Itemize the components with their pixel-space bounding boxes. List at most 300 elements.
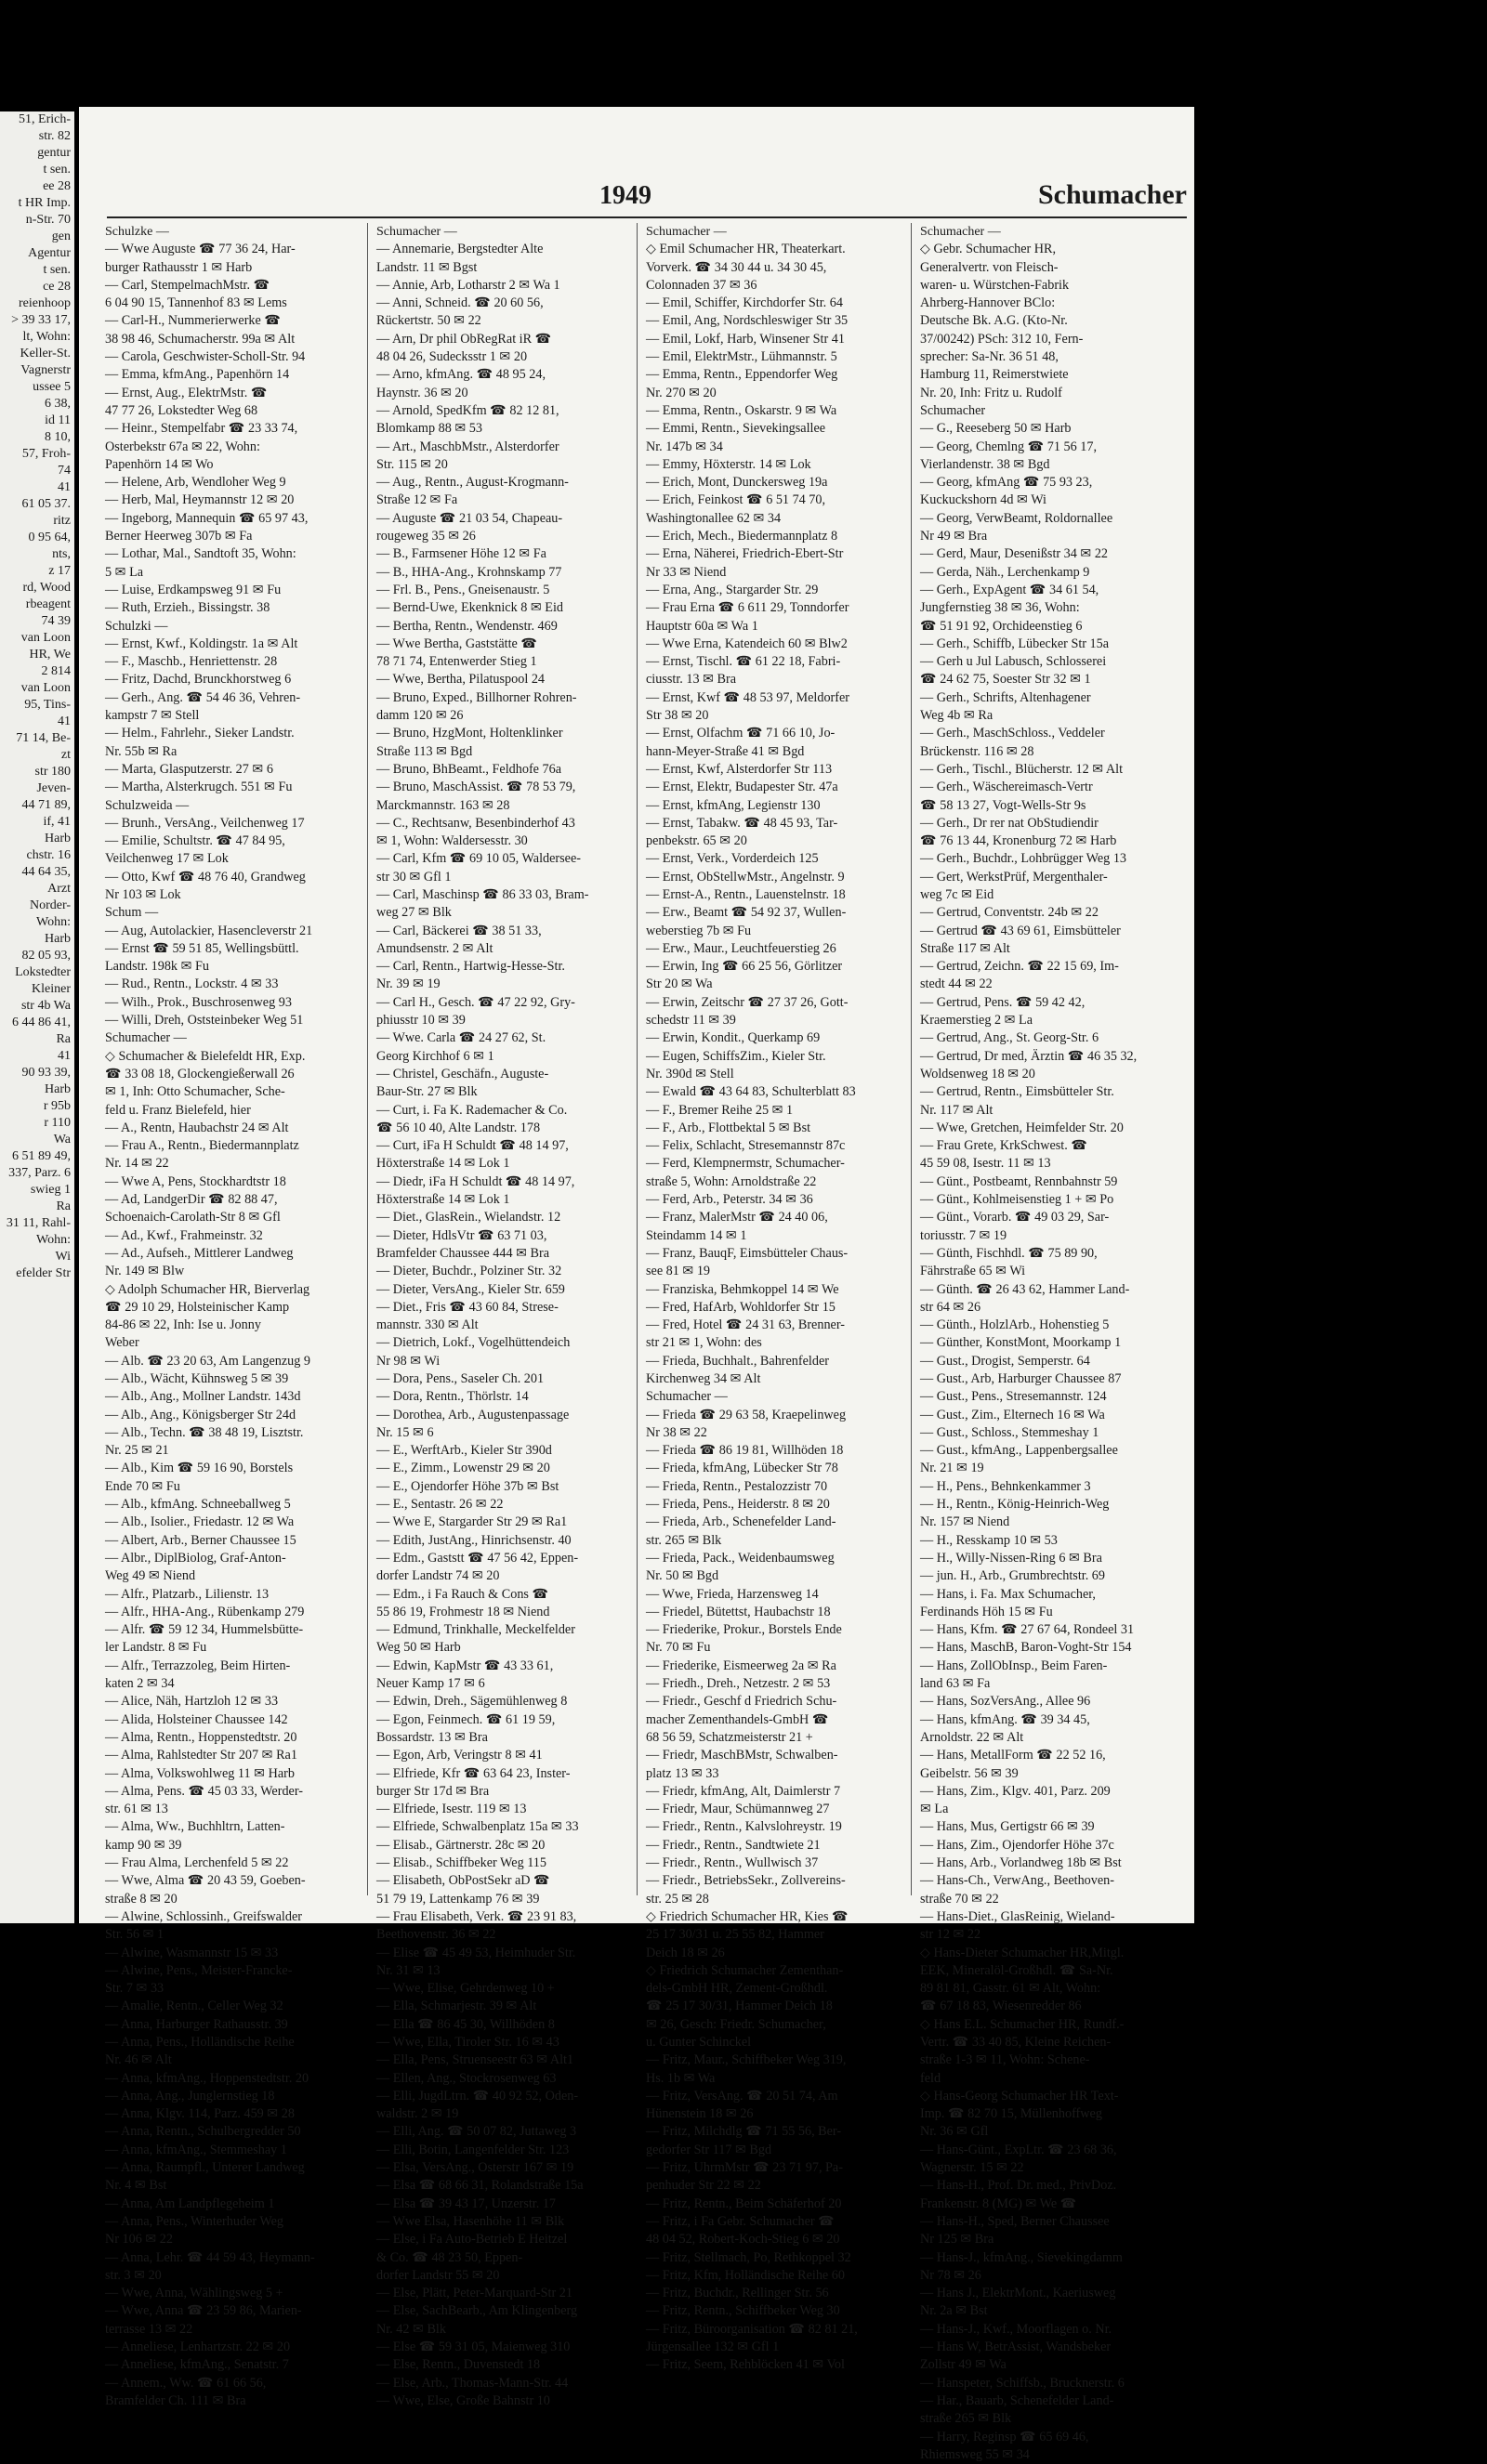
directory-entry: — A., Rentn, Haubachstr 24 ✉ Alt [105,1120,289,1135]
directory-entry: EEK, Mineralöl-Großhdl. ☎ Sa-Nr. [920,1962,1113,1978]
directory-entry: — Dora, Rentn., Thörlstr. 14 [376,1389,529,1405]
directory-entry: — Gerh., Ang. ☎ 54 46 36, Vehren- [105,689,301,705]
directory-entry: — Wwe, Bertha, Pilatuspool 24 [376,672,546,688]
directory-entry: — Alice, Näh, Hartzloh 12 ✉ 33 [105,1694,279,1710]
directory-entry: — Günth. ☎ 26 43 62, Hammer Land- [920,1281,1130,1297]
directory-entry: — Hans J., ElektrMont., Kaeriusweg [920,2286,1116,2301]
directory-entry: 68 56 59, Schatzmeisterstr 21 + [646,1729,813,1745]
directory-entry: weberstieg 7b ✉ Fu [646,923,752,938]
directory-entry: 51 79 19, Lattenkamp 76 ✉ 39 [376,1891,540,1907]
directory-entry: — Aug, Autolackier, Hasencleverstr 21 [105,923,313,938]
directory-entry: Nr. 50 ✉ Bgd [646,1568,719,1584]
directory-entry: — Frieda, kfmAng, Lübecker Str 78 [646,1461,838,1476]
directory-entry: str. 25 ✉ 28 [646,1891,709,1907]
directory-entry: — Wwe E, Stargarder Str 29 ✉ Ra1 [376,1514,568,1530]
directory-entry: — Emmy, Höxterstr. 14 ✉ Lok [646,456,811,472]
directory-entry: Kraemerstieg 2 ✉ La [920,1013,1033,1029]
directory-entry: — Else ☎ 59 31 05, Maienweg 310 [376,2339,571,2355]
directory-entry: — Anna, Pens., Holländische Reihe [105,2034,295,2050]
directory-entry: — Frieda ☎ 86 19 81, Willhöden 18 [646,1443,844,1459]
directory-entry: — Egon, Arb, Veringstr 8 ✉ 41 [376,1748,543,1763]
left-page-text-fragment: gentur [37,146,71,160]
directory-entry: — Ella, Schmarjestr. 39 ✉ Alt [376,1999,537,2014]
directory-entry: penhuder Str 22 ✉ 22 [646,2178,761,2194]
directory-entry: — Erich, Feinkost ☎ 6 51 74 70, [646,492,826,508]
directory-entry: — B., HHA-Ang., Krohnskamp 77 [376,564,562,580]
directory-entry: Kirchenweg 34 ✉ Alt [646,1371,761,1386]
directory-entry: — Marta, Glasputzerstr. 27 ✉ 6 [105,761,273,777]
directory-entry: — Friedr, Maur, Schümannweg 27 [646,1802,830,1817]
directory-entry: — Wwe, Frieda, Harzensweg 14 [646,1586,819,1602]
directory-entry: Deich 18 ✉ 26 [646,1945,725,1960]
left-page-text-fragment: 90 93 39, [21,1066,71,1080]
directory-entry: — Hans-H., Sped, Berner Chaussee [920,2213,1110,2229]
directory-entry: — Fred, HafArb, Wohldorfer Str 15 [646,1299,836,1315]
directory-entry: — Fritz, Rentn., Beim Schäferhof 20 [646,2195,842,2211]
directory-entry: — Gust., Arb, Harburger Chaussee 87 [920,1371,1122,1386]
directory-entry: Nr 98 ✉ Wi [376,1353,441,1369]
page-header [79,174,1194,211]
directory-entry: — Elsa, VersAng., Osterstr 167 ✉ 19 [376,2160,574,2176]
directory-entry: — Carl, Kfm ☎ 69 10 05, Waldersee- [376,851,581,867]
directory-entry: damm 120 ✉ 26 [376,708,464,724]
header-rule [107,216,1187,218]
directory-entry: Nr. 149 ✉ Blw [105,1264,185,1279]
left-page-text-fragment: str 4b Wa [20,999,71,1013]
directory-entry: Schulzki — [105,618,168,634]
directory-entry: — Carl-H., Nummerierwerke ☎ [105,313,282,329]
directory-entry: 6 04 90 15, Tannenhof 83 ✉ Lems [105,295,287,311]
directory-entry: 89 81 81, Gasstr. 61 ✉ Alt, Wohn: [920,1981,1101,1997]
directory-entry: Nr. 25 ✉ 21 [105,1443,169,1459]
directory-entry: — Frieda, Pack., Weidenbaumsweg [646,1550,835,1566]
directory-entry: — Ruth, Erzieh., Bissingstr. 38 [105,600,270,616]
directory-entry: — Hans, Zim., Ojendorfer Höhe 37c [920,1837,1114,1853]
directory-entry: Hünenstein 18 ✉ 26 [646,2106,754,2122]
directory-entry: Berner Heerweg 307b ✉ Fa [105,529,253,544]
left-page-text-fragment: z 17 [48,564,71,578]
directory-entry: Imp. ☎ 82 70 15, Müllenhoffweg [920,2106,1102,2122]
directory-entry: — Annem., Ww. ☎ 61 66 56, [105,2375,267,2391]
directory-entry: — Gertrud, Ang., St. Georg-Str. 6 [920,1030,1099,1046]
directory-entry: Weg 50 ✉ Harb [376,1640,461,1656]
directory-entry: — Amalie, Rentn., Celler Weg 32 [105,1999,283,2014]
directory-entry: Zollstr 49 ✉ Wa [920,2357,1007,2373]
directory-entry: Nr. 117 ✉ Alt [920,1102,994,1118]
directory-entry: — Ernst-A., Rentn., Lauenstelnstr. 18 [646,886,846,902]
directory-entry: 48 04 26, Sudecksstr 1 ✉ 20 [376,349,528,365]
directory-entry: — Alb., Isolier., Friedastr. 12 ✉ Wa [105,1514,295,1530]
directory-entry: — Fritz, Rentn., Schiffbeker Weg 30 [646,2303,840,2319]
directory-entry: Arnoldstr. 22 ✉ Alt [920,1729,1024,1745]
directory-entry: Straße 117 ✉ Alt [920,940,1010,956]
directory-entry: — Hans-J., Kwf., Moorflagen o. Nr. [920,2321,1112,2337]
directory-entry: Schum — [105,905,159,921]
directory-entry: — Gust., kfmAng., Lappenbergsallee [920,1443,1118,1459]
left-page-text-fragment: r 110 [44,1116,71,1130]
column-heading: Schumacher — [376,225,457,239]
directory-entry: — G., Reeseberg 50 ✉ Harb [920,421,1072,437]
left-page-text-fragment: Norder- [29,898,71,912]
directory-entry: ◇ Friedrich Schumacher Zementhan- [646,1962,844,1978]
directory-entry: Bramfelder Chaussee 444 ✉ Bra [376,1245,550,1261]
left-page-text-fragment: if, 41 [43,815,71,829]
directory-entry: — Else, SachBearb., Am Klingenberg [376,2303,578,2319]
directory-entry: dorfer Landstr 55 ✉ 20 [376,2267,500,2283]
directory-entry: str. 3 ✉ 20 [105,2267,162,2283]
directory-entry: — Emil, ElektrMstr., Lühmannstr. 5 [646,349,837,365]
directory-entry: Nr. 390d ✉ Stell [646,1066,734,1081]
directory-entry: ☎ 58 13 27, Vogt-Wells-Str 9s [920,797,1086,813]
directory-entry: Bossardstr. 13 ✉ Bra [376,1729,488,1745]
directory-entry: waldstr. 2 ✉ 19 [376,2106,459,2122]
entry-list [920,241,1171,2464]
left-page-fragment [0,111,74,1923]
left-page-text-fragment: Ra [56,1199,71,1213]
directory-entry: ler Landstr. 8 ✉ Fu [105,1640,207,1656]
directory-entry: Nr. 20, Inh: Fritz u. Rudolf [920,385,1062,400]
directory-entry: — Wwe, Elise, Gehrdenweg 10 + [376,1981,555,1997]
directory-entry: — Hans, MetallForm ☎ 22 52 16, [920,1748,1106,1763]
directory-entry: — Carl, Rentn., Hartwig-Hesse-Str. [376,959,565,975]
directory-entry: — Fritz, Buchdr., Rellinger Str. 56 [646,2286,829,2301]
directory-entry: — Anna, kfmAng., Hoppenstedtstr. 20 [105,2070,309,2086]
directory-entry: Schumacher [920,402,986,418]
left-page-text-fragment: Jeven- [36,781,71,795]
directory-entry: — Erna, Näherei, Friedrich-Ebert-Str [646,546,844,562]
directory-entry: burger Str 17d ✉ Bra [376,1783,490,1799]
directory-entry: — Wwe, Anna, Wählingsweg 5 + [105,2286,283,2301]
directory-entry: Landstr. 11 ✉ Bgst [376,259,478,275]
left-page-text-fragment: id 11 [45,413,71,427]
directory-entry: Ferdinands Höh 15 ✉ Fu [920,1604,1053,1619]
directory-entry: — Anna, kfmAng., Stemmeshay 1 [105,2142,287,2157]
directory-entry: Vorverk. ☎ 34 30 44 u. 34 30 45, [646,259,827,275]
directory-entry: str 30 ✉ Gfl 1 [376,869,452,885]
left-page-text-fragment: n-Str. 70 [25,213,71,227]
directory-entry: burger Rathausstr 1 ✉ Harb [105,259,253,275]
directory-entry: — Bernd-Uwe, Ekenknick 8 ✉ Eid [376,600,564,616]
directory-entry: — Friedr, kfmAng, Alt, Daimlerstr 7 [646,1783,841,1799]
directory-entry: — Friedr., Geschf d Friedrich Schu- [646,1694,837,1710]
left-page-text-fragment: 31 11, Rahl- [6,1216,71,1230]
directory-entry: straße 265 ✉ Blk [920,2411,1012,2427]
left-page-text-fragment: 6 44 86 41, [12,1016,71,1029]
directory-entry: — Gerh., Tischl., Blücherstr. 12 ✉ Alt [920,761,1124,777]
directory-entry: — Anna, Am Landpflegeheim 1 [105,2195,275,2211]
directory-entry: — E., Ojendorfer Höhe 37b ✉ Bst [376,1478,559,1494]
directory-entry: — Ernst, Elektr, Budapester Str. 47a [646,780,838,795]
directory-entry: — Gerh., Schrifts, Altenhagener [920,689,1091,705]
directory-entry: — Curt, i. Fa K. Rademacher & Co. [376,1102,568,1118]
directory-entry: terrasse 13 ✉ 22 [105,2321,193,2337]
directory-entry: — Carola, Geschwister-Scholl-Str. 94 [105,349,306,365]
directory-entry: — Wwe Bertha, Gaststätte ☎ [376,636,538,651]
column-divider [911,223,912,1895]
directory-entry: — Alfr., Platzarb., Lilienstr. 13 [105,1586,270,1602]
left-page-text-fragment: Harb [45,932,71,946]
directory-entry: — Frieda, Rentn., Pestalozzistr 70 [646,1478,828,1494]
directory-entry: Papenhörn 14 ✉ Wo [105,456,214,472]
directory-entry: — Elli, Botin, Langenfelder Str. 123 [376,2142,570,2157]
directory-entry: Nr. 55b ✉ Ra [105,743,178,759]
directory-entry: straße 5, Wohn: Arnoldstraße 22 [646,1173,817,1189]
directory-entry: macher Zementhandels-GmbH ☎ [646,1711,829,1727]
directory-entry: — Alma, Rahlstedter Str 207 ✉ Ra1 [105,1748,297,1763]
entry-list [646,241,897,2374]
directory-entry: 37/00242) PSch: 312 10, Fern- [920,331,1084,347]
directory-entry: — Günther, KonstMont, Moorkamp 1 [920,1335,1122,1351]
directory-entry: kampstr 7 ✉ Stell [105,708,200,724]
directory-entry: — Alma, Pens. ☎ 45 03 33, Werder- [105,1783,304,1799]
directory-entry: — Gertrud, Rentn., Eimsbütteler Str. [920,1084,1114,1100]
directory-entry: — Wwe, Alma ☎ 20 43 59, Goeben- [105,1873,306,1889]
left-page-text-fragment: HR, We [29,648,71,662]
left-page-text-fragment: swieg 1 [30,1183,71,1197]
left-page-text-fragment: lt, Wohn: [22,330,71,344]
directory-entry: kamp 90 ✉ 39 [105,1837,182,1853]
directory-entry: — Ernst, ObStellwMstr., Angelnstr. 9 [646,869,845,885]
directory-entry: — Friedr., Rentn., Sandtwiete 21 [646,1837,821,1853]
left-page-text-fragment: r 95b [43,1099,71,1113]
directory-entry: — F., Maschb., Henriettenstr. 28 [105,654,278,670]
directory-entry: — Anneliese, kfmAng., Senatstr. 7 [105,2357,289,2373]
directory-entry: — F., Bremer Reihe 25 ✉ 1 [646,1102,794,1118]
directory-entry: Straße 113 ✉ Bgd [376,743,473,759]
column-heading: Schumacher — [646,225,727,239]
directory-entry: — Ellen, Ang., Stockrosenweg 63 [376,2070,557,2086]
directory-entry: penbekstr. 65 ✉ 20 [646,833,747,849]
left-page-text-fragment: 74 [58,464,71,478]
directory-entry: str 12 ✉ 22 [920,1927,981,1943]
directory-entry: — Edwin, Dreh., Sägemühlenweg 8 [376,1694,568,1710]
directory-entry: Rückertstr. 50 ✉ 22 [376,313,481,329]
directory-entry: — Emil, Schiffer, Kirchdorfer Str. 64 [646,295,843,311]
directory-entry: ☎ 51 91 92, Orchideenstieg 6 [920,618,1083,634]
left-page-text-fragment: str 180 [34,765,71,779]
column-divider [637,223,638,1895]
left-page-text-fragment: t sen. [43,163,71,177]
directory-entry: — Carl H., Gesch. ☎ 47 22 92, Gry- [376,994,575,1010]
directory-entry: — Ad., Kwf., Frahmeinstr. 32 [105,1227,263,1243]
directory-entry: Nr 103 ✉ Lok [105,886,181,902]
directory-entry: — Ad., Aufseh., Mittlerer Landweg [105,1245,294,1261]
directory-entry: — Friedh., Dreh., Netzestr. 2 ✉ 53 [646,1676,831,1692]
directory-entry: — Hans, i. Fa. Max Schumacher, [920,1586,1096,1602]
directory-entry: — Otto, Kwf ☎ 48 76 40, Grandweg [105,869,306,885]
directory-entry: Nr 78 ✉ 26 [920,2267,981,2283]
left-page-text-fragment: Harb [45,1082,71,1096]
directory-entry: str 21 ✉ 1, Wohn: des [646,1335,762,1351]
directory-entry: — Annemarie, Bergstedter Alte [376,242,544,257]
directory-entry: — Alb., Wächt, Kühnsweg 5 ✉ 39 [105,1371,289,1386]
directory-entry: — Fritz, VersAng. ☎ 20 51 74, Am [646,2088,838,2104]
directory-entry: — Emma, Rentn., Oskarstr. 9 ✉ Wa [646,402,837,418]
directory-entry: 48 04 52, Robert-Koch-Stieg 6 ✉ 20 [646,2232,840,2248]
directory-entry: — Edm., Gaststt ☎ 47 56 42, Eppen- [376,1550,579,1566]
directory-entry: Kuckuckshorn 4d ✉ Wi [920,492,1046,508]
directory-entry: Baur-Str. 27 ✉ Blk [376,1084,478,1100]
directory-entry: — Ernst ☎ 59 51 85, Wellingsbüttl. [105,940,299,956]
directory-entry: — Ewald ☎ 43 64 83, Schulterblatt 83 [646,1084,856,1100]
left-page-text-fragment: Arzt [47,882,71,896]
directory-entry: Nr. 46 ✉ Alt [105,2052,172,2068]
directory-entry: — Frau Elisabeth, Verk. ☎ 23 91 83, [376,1908,577,1924]
directory-entry: weg 27 ✉ Blk [376,905,452,921]
directory-entry: — Gertrud, Zeichn. ☎ 22 15 69, Im- [920,959,1119,975]
left-page-text-fragment: efelder Str [16,1266,71,1280]
directory-entry: — Ernst, Aug., ElektrMstr. ☎ [105,385,268,400]
directory-entry: Woldsenweg 18 ✉ 20 [920,1066,1035,1081]
directory-entry: — Albr., DiplBiolog, Graf-Anton- [105,1550,286,1566]
directory-entry: — Gust., Pens., Stresemannstr. 124 [920,1389,1107,1405]
directory-entry: — Egon, Feinmech. ☎ 61 19 59, [376,1711,556,1727]
directory-entry: — Anna, Ang., Junglernstieg 18 [105,2088,275,2104]
directory-entry: Blomkamp 88 ✉ 53 [376,421,482,437]
directory-entry: — Hans, kfmAng. ☎ 39 34 45, [920,1711,1090,1727]
directory-entry: — Alfr. ☎ 59 12 34, Hummelsbütte- [105,1622,304,1638]
directory-entry: Deutsche Bk. A.G. (Kto-Nr. [920,313,1068,329]
directory-entry: Hs. 1b ✉ Wa [646,2070,716,2086]
directory-entry: land 63 ✉ Fa [920,1676,991,1692]
directory-entry: — Elsa ☎ 39 43 17, Unzerstr. 17 [376,2195,557,2211]
left-page-text-fragment: Lokstedter [15,965,71,979]
directory-entry: — Frieda ☎ 29 63 58, Kraepelinweg [646,1407,847,1422]
directory-entry: — Hans, Zim., Klgv. 401, Parz. 209 [920,1783,1111,1799]
left-page-text-fragment: Wa [53,1133,71,1147]
directory-entry: — Herb, Mal, Heymannstr 12 ✉ 20 [105,492,295,508]
directory-entry: — Emma, kfmAng., Papenhörn 14 [105,367,290,383]
directory-entry: 78 71 74, Entenwerder Stieg 1 [376,654,537,670]
left-page-text-fragment: Ra [56,1032,71,1046]
directory-entry: ◇ Gebr. Schumacher HR, [920,242,1057,257]
directory-entry: — Gerh., MaschSchloss., Veddeler [920,726,1105,741]
directory-entry: str. 61 ✉ 13 [105,1802,168,1817]
directory-entry: Nr. 15 ✉ 6 [376,1424,434,1440]
directory-entry: Nr 106 ✉ 22 [105,2232,173,2248]
directory-entry: feld [920,2070,941,2086]
directory-entry: Schumacher — [646,1389,728,1405]
directory-entry: ☎ 67 18 83, Wiesenredder 86 [920,1999,1082,2014]
left-page-text-fragment: 44 71 89, [21,798,71,812]
directory-entry: — Elisabeth, ObPostSekr aD ☎ [376,1873,550,1889]
directory-entry: ✉ 1, Inh: Otto Schumacher, Sche- [105,1084,285,1100]
directory-entry: straße 70 ✉ 22 [920,1891,999,1907]
directory-entry: — Elli, JugdLtrn. ☎ 40 92 52, Oden- [376,2088,579,2104]
directory-entry: — Dietrich, Lokf., Vogelhüttendeich [376,1335,571,1351]
directory-entry: ◇ Hans E.L. Schumacher HR, Rundf.- [920,2016,1125,2032]
directory-entry: Nr. 157 ✉ Niend [920,1514,1010,1530]
left-page-text-fragment: 95, Tins- [24,698,71,712]
directory-entry: ☎ 24 62 75, Soester Str 32 ✉ 1 [920,672,1091,688]
column-divider [367,223,368,1895]
left-page-text-fragment: rd, Wood [22,581,71,595]
directory-entry: — Emil, Lokf, Harb, Winsener Str 41 [646,331,845,347]
left-page-text-fragment: 2 814 [41,664,71,678]
directory-entry: ✉ 26, Gesch: Friedr. Schumacher, [646,2016,826,2032]
directory-entry: Nr. 31 ✉ 13 [376,1962,441,1978]
directory-entry: ◇ Hans-Georg Schumacher HR Text- [920,2088,1119,2104]
directory-entry: — Anni, Schneid. ☎ 20 60 56, [376,295,544,311]
directory-entry: — Frau Grete, KrkSchwest. ☎ [920,1138,1088,1154]
directory-entry: Nr. 42 ✉ Blk [376,2321,446,2337]
left-page-text-fragment: 82 05 93, [21,949,71,963]
directory-entry: gedorfer Str 117 ✉ Bgd [646,2142,772,2157]
directory-entry: Nr. 39 ✉ 19 [376,976,441,992]
directory-entry: — Alfr., Terrazzoleg, Beim Hirten- [105,1658,291,1673]
directory-entry: sprecher: Sa-Nr. 36 51 48, [920,349,1059,365]
directory-entry: Str. 115 ✉ 20 [376,456,448,472]
directory-entry: — Edith, JustAng., Hinrichsenstr. 40 [376,1532,572,1548]
directory-entry: — Ferd, Arb., Peterstr. 34 ✉ 36 [646,1192,813,1208]
directory-entry: dels-GmbH HR, Zement-Großhdl. [646,1981,828,1997]
directory-entry: — Friederike, Prokur., Borstels Ende [646,1622,842,1638]
directory-entry: Nr. 4 ✉ Bst [105,2178,167,2194]
directory-entry: Schulzweida — [105,797,190,813]
directory-entry: — Erw., Beamt ☎ 54 92 37, Wullen- [646,905,847,921]
directory-entry: — Alb., kfmAng. Schneeballweg 5 [105,1497,291,1513]
left-page-text-fragment: > 39 33 17, [11,313,71,327]
directory-entry: toriusstr. 7 ✉ 19 [920,1227,1007,1243]
directory-entry: — Frieda, Pens., Heiderstr. 8 ✉ 20 [646,1497,830,1513]
directory-entry: dorfer Landstr 74 ✉ 20 [376,1568,500,1584]
directory-entry: see 81 ✉ 19 [646,1264,711,1279]
left-page-text-fragment: 51, Erich- [19,112,71,126]
directory-entry: Nr. 21 ✉ 19 [920,1461,984,1476]
directory-entry: — Frau A., Rentn., Biedermannplatz [105,1138,299,1154]
directory-entry: — Fritz, Stellmach, Po, Rethkoppel 32 [646,2249,851,2265]
directory-entry: — Helene, Arb, Wendloher Weg 9 [105,475,286,491]
directory-entry: Vierlandenstr. 38 ✉ Bgd [920,456,1050,472]
left-page-text-fragment: 41 [58,480,71,494]
directory-entry: — Ferd, Klempnermstr, Schumacher- [646,1156,845,1172]
directory-entry: Osterbekstr 67a ✉ 22, Wohn: [105,439,260,454]
directory-entry: — Alb., Techn. ☎ 38 48 19, Lisztstr. [105,1424,304,1440]
directory-entry: — Fritz, UhrmMstr ☎ 23 71 97, Pa- [646,2160,843,2176]
left-page-text-fragment: Wohn: [36,1233,71,1247]
directory-entry: Nr. 36 ✉ Gfl [920,2124,989,2140]
left-page-text-fragment: reienhoop [19,296,71,310]
directory-entry: — H., Pens., Behnkenkammer 3 [920,1478,1091,1494]
directory-entry: — Frieda, Buchhalt., Bahrenfelder [646,1353,829,1369]
directory-entry: — E., Sentastr. 26 ✉ 22 [376,1497,504,1513]
directory-entry: — Georg, kfmAng ☎ 75 93 23, [920,475,1093,491]
left-page-text-fragment: 0 95 64, [28,531,71,544]
directory-entry: — Günth, Fischhdl. ☎ 75 89 90, [920,1245,1098,1261]
directory-entry: — Ernst, Verk., Vorderdeich 125 [646,851,819,867]
directory-entry: — Elisab., Schiffbeker Weg 115 [376,1855,546,1871]
directory-entry: — Fritz, Kfm, Holländische Reihe 60 [646,2267,845,2283]
left-page-text-fragment: 337, Parz. 6 [8,1166,71,1180]
directory-entry: — Alb., Ang., Königsberger Str 24d [105,1407,296,1422]
directory-entry: — Hans-Günt., ExpLtr. ☎ 23 68 36, [920,2142,1117,2157]
left-page-text-fragment: ritz [53,514,71,528]
directory-entry: Str. 7 ✉ 33 [105,1981,164,1997]
directory-entry: ☎ 56 10 40, Alte Landstr. 178 [376,1120,541,1135]
left-page-text-fragment: 6 51 89 49, [12,1149,71,1163]
directory-entry: straße 1-3 ✉ 11, Wohn: Schene- [920,2052,1090,2068]
directory-entry: — Bertha, Rentn., Wendenstr. 469 [376,618,558,634]
directory-entry: — H., Rentn., König-Heinrich-Weg [920,1497,1110,1513]
directory-entry: — Arnold, SpedKfm ☎ 82 12 81, [376,402,559,418]
left-page-text-fragment: gen [51,229,71,243]
directory-entry: — F., Arb., Flottbektal 5 ✉ Bst [646,1120,811,1135]
directory-entry: — Ad, LandgerDir ☎ 82 88 47, [105,1192,278,1208]
directory-entry: — Hans, MaschB, Baron-Voght-Str 154 [920,1640,1132,1656]
directory-entry: — Erich, Mech., Biedermannplatz 8 [646,529,838,544]
directory-entry: Veilchenweg 17 ✉ Lok [105,851,229,867]
directory-entry: Wagnerstr. 15 ✉ 22 [920,2160,1024,2176]
